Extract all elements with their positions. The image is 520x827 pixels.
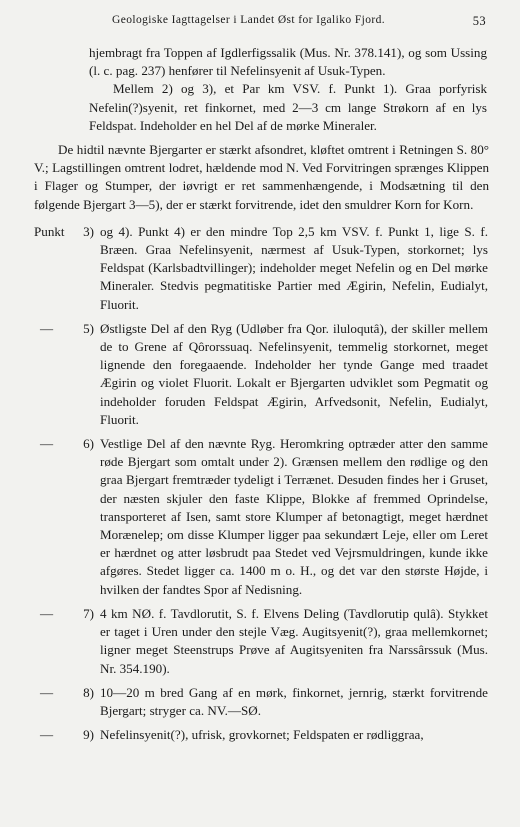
entry-number: 7) <box>83 605 94 621</box>
entry-number: 8) <box>83 684 94 700</box>
entry-label: — <box>40 684 54 700</box>
entry-label: — <box>40 436 54 452</box>
entry-number: 5) <box>83 320 94 336</box>
entry-text: og 4). Punkt 4) er den mindre Top 2,5 km VSV. f. Punkt 1, lige S. f. Bræen. Graa Nefelinsyenit, nærmest af Usuk-Typen, storkornet; lys Feldspat (Karlsbadtvillinger); indeholder meget Nefelin og en Del mørke Mineraler. Stedvis pegmatitiske Partier med Ægirin, Nefelin, Eudialyt, Fluorit. <box>100 223 488 312</box>
entry-punkt-5 <box>0 320 520 429</box>
entry-number: 3) <box>83 223 94 239</box>
entry-label: — <box>40 320 54 336</box>
entry-text: Nefelinsyenit(?), ufrisk, grovkornet; Feldspaten er rødliggraa, <box>100 727 424 743</box>
entry-text: 4 km NØ. f. Tavdlorutit, S. f. Elvens Deling (Tavdlorutip qulâ). Stykket er taget i Uren under den stejle Væg. Augitsyenit(?), graa mellemkornet; ligner meget Steenstrups Prøve af Augitsyeniten fra Narssârssuk (Mus. Nr. 354.190). <box>100 605 488 676</box>
entry-number: 9) <box>83 727 94 743</box>
page-body <box>0 44 520 744</box>
entry-punkt-6 <box>0 435 520 599</box>
entry-label: Punkt <box>34 223 65 239</box>
intro-paragraph-continuation: hjembragt fra Toppen af Igdlerfigssalik (Mus. Nr. 378.141), og som Ussing (l. c. pag. 237) henfører til Nefelinsyenit af Usuk-Typen. <box>89 45 487 79</box>
entry-text: Vestlige Del af den nævnte Ryg. Heromkring optræder atter den samme røde Bjergart som omtalt under 2). Grænsen mellem den rødlige og den graa Bjergart fremtræder tydeligt i Terrænet. Desuden findes her i Gruset, der næsten skjuler den faste Klippe, Blokke af fremmed Oprindelse, transporteret af Isen, samt store Klumper af betonagtigt, meget hærdnet Morænelер; om disse Klumper ligger paa sekundært Leje, eller om Leret er hærdnet og atter løsbrudt paa Stedet ved Vejrsmuldringen, kunde ikke afgøres. Stedet ligger ca. 1400 m o. H., og det var den største Højde, i hvilken der fandtes Spor af Nedisning. <box>100 436 488 597</box>
entry-text: 10—20 m bred Gang af en mørk, finkornet, jernrig, stærkt forvitrende Bjergart; stryger ca. NV.—SØ. <box>100 684 488 718</box>
intro-paragraph-between-2-and-3: Mellem 2) og 3), et Par km VSV. f. Punkt 1). Graa porfyrisk Nefelin(?)syenit, ret finkornet, med 2—3 cm lange Strøkorn af en lys Feldspat. Indeholder en hel Del af de mørke Mineraler. <box>89 81 487 133</box>
entry-number: 6) <box>83 436 94 452</box>
entry-punkt-9 <box>0 726 520 744</box>
entry-punkt-7 <box>0 605 520 678</box>
page-number: 53 <box>472 14 486 28</box>
entry-label: — <box>40 605 54 621</box>
entry-label: — <box>40 727 54 743</box>
entry-punkt-3 <box>0 223 520 314</box>
running-title: Geologiske Iagttagelser i Landet Øst for Igaliko Fjord. <box>112 14 386 26</box>
entry-punkt-8 <box>0 684 520 720</box>
summary-paragraph: De hidtil nævnte Bjergarter er stærkt afsondret, kløftet omtrent i Retningen S. 80° V.; Lagstillingen omtrent lodret, hældende mod N. Ved Forvitringen sprænges Klippen i Flager og Stumper, der iøvrigt er ret sammenhængende, i Modsætning til den følgende Bjergart 3—5), der er stærkt forvitrende, idet den smuldrer Korn for Korn. <box>34 142 489 212</box>
entry-text: Østligste Del af den Ryg (Udløber fra Qor. iluloqutâ), der skiller mellem de to Grene af Qôrorssuaq. Nefelinsyenit, temmelig storkornet, meget lignende den foregaaende. Indeholder her tynde Gange med traadet Ægirin og violet Fluorit. Lokalt er Bjergarten udviklet som Pegmatit og indeholder foruden Feldspat Ægirin, Arfvedsonit, Nefelin, Eudialyt, Fluorit. <box>100 320 488 427</box>
